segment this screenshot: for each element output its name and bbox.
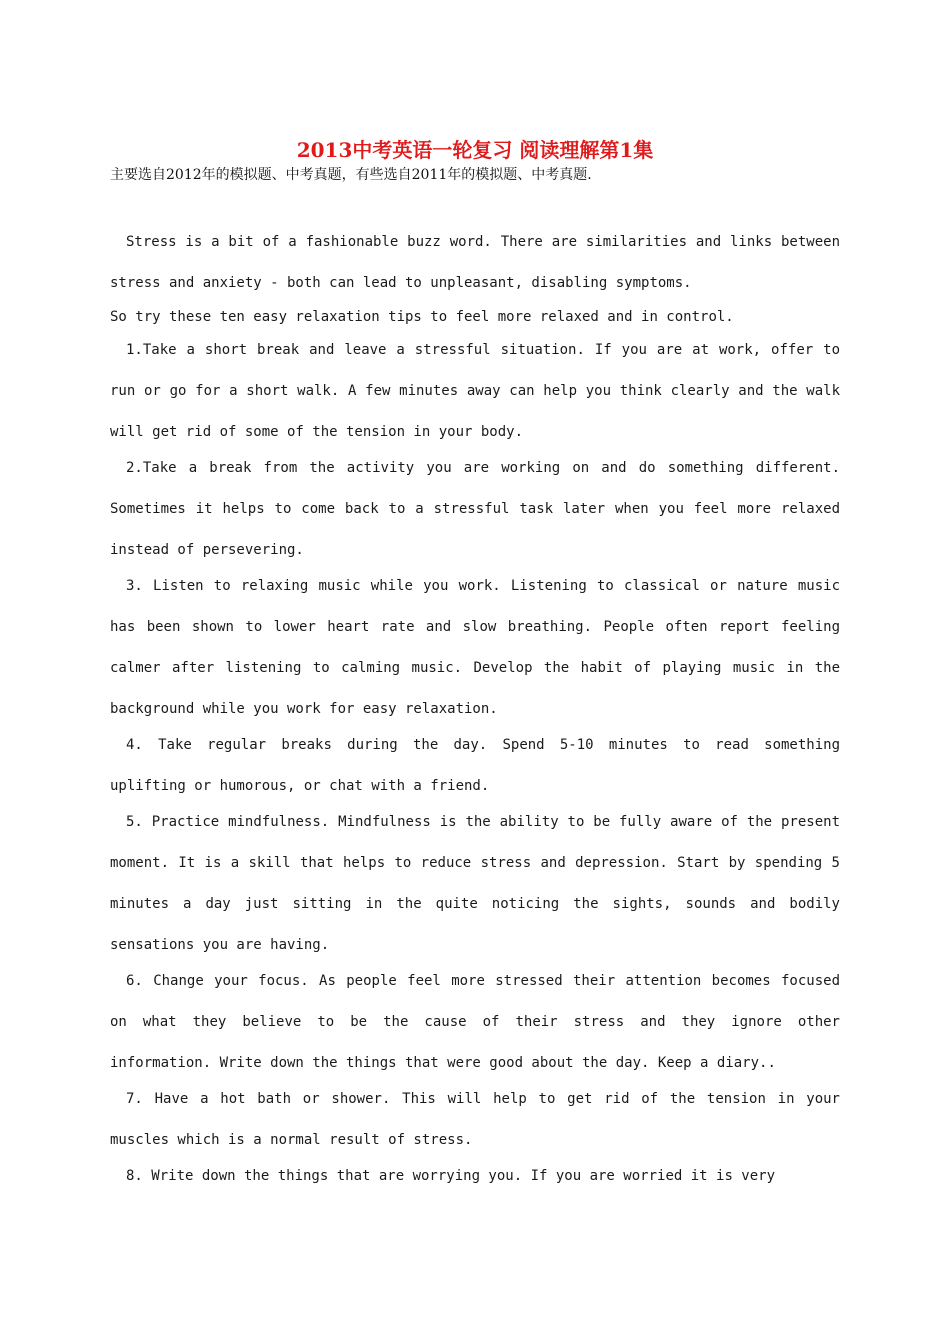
intro-paragraph-1: Stress is a bit of a fashionable buzz word. There are similarities and links between stress and anxiety - both can lead to unpleasant, disabling symptoms. [110, 234, 840, 291]
tip-paragraph-7: 7. Have a hot bath or shower. This will help to get rid of the tension in your muscles which is a normal result of stress. [110, 1091, 840, 1148]
tip-paragraph-1: 1.Take a short break and leave a stressful situation. If you are at work, offer to run or go for a short walk. A few minutes away can help you think clearly and the walk will get rid of some of the tension in your body. [110, 342, 840, 440]
tip-paragraph-2: 2.Take a break from the activity you are working on and do something different. Sometimes it helps to come back to a stressful task later when you feel more relaxed instead of persevering. [110, 460, 840, 558]
tip-paragraph-3: 3. Listen to relaxing music while you work. Listening to classical or nature music has been shown to lower heart rate and slow breathing. People often report feeling calmer after listening to calming music. Develop the habit of playing music in the background while you work for easy relaxation. [110, 578, 840, 717]
tip-paragraph-8: 8. Write down the things that are worrying you. If you are worried it is very [126, 1168, 776, 1184]
tip-paragraph-6: 6. Change your focus. As people feel more stressed their attention becomes focused on what they believe to be the cause of their stress and they ignore other information. Write down the things that were good about the day. Keep a diary.. [110, 973, 840, 1071]
article-body [110, 222, 840, 1197]
page-title: 2013中考英语一轮复习 阅读理解第1集 [296, 138, 654, 162]
page-subtitle: 主要选自2012年的模拟题、中考真题，有些选自2011年的模拟题、中考真题. [110, 167, 592, 183]
intro-paragraph-2: So try these ten easy relaxation tips to feel more relaxed and in control. [110, 309, 734, 325]
tip-paragraph-5: 5. Practice mindfulness. Mindfulness is the ability to be fully aware of the present moment. It is a skill that helps to reduce stress and depression. Start by spending 5 minutes a day just sitting in the quite noticing the sights, sounds and bodily sensations you are having. [110, 814, 840, 953]
tip-paragraph-4: 4. Take regular breaks during the day. Spend 5-10 minutes to read something uplifting or humorous, or chat with a friend. [110, 737, 840, 794]
